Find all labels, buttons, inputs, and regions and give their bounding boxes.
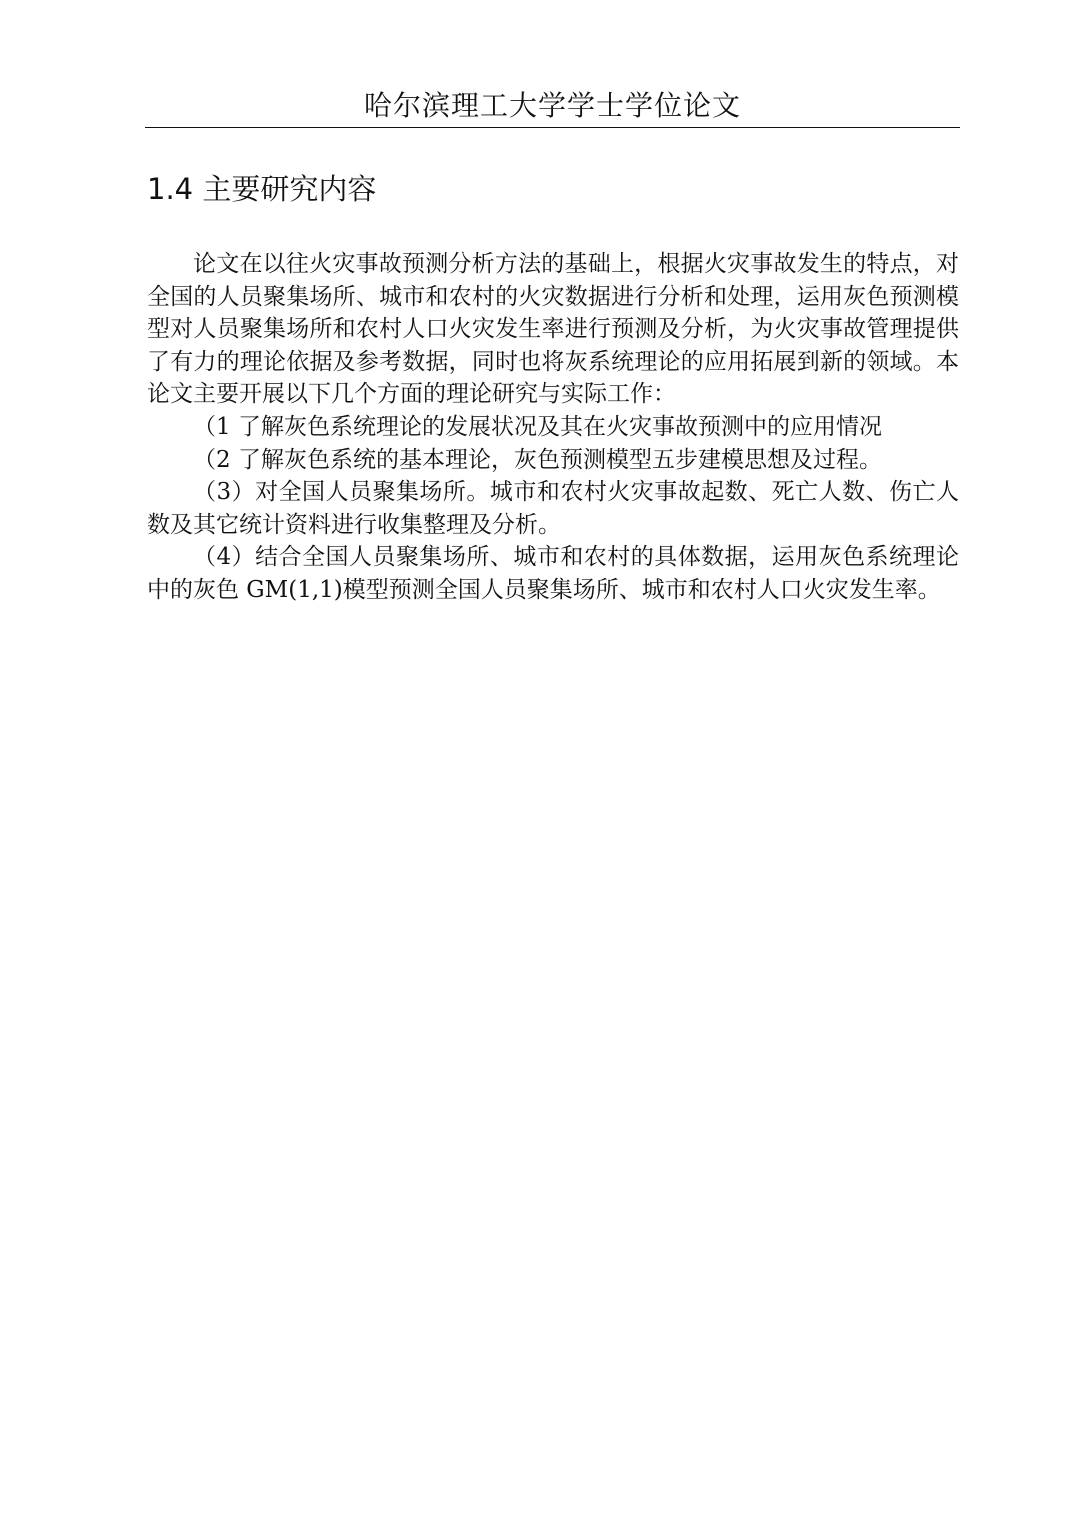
intro-paragraph: 论文在以往火灾事故预测分析方法的基础上，根据火灾事故发生的特点，对全国的人员聚集场所、城市和农村的火灾数据进行分析和处理，运用灰色预测模型对人员聚集场所和农村人口火灾发生率进行预测及分析，为火灾事故管理提供了有力的理论依据及参考数据，同时也将灰系统理论的应用拓展到新的领域。本论文主要开展以下几个方面的理论研究与实际工作：	[147, 251, 959, 408]
body-text	[147, 248, 959, 607]
item-4-paragraph: （4）结合全国人员聚集场所、城市和农村的具体数据，运用灰色系统理论中的灰色 GM(1,1)模型预测全国人员聚集场所、城市和农村人口火灾发生率。	[147, 544, 959, 603]
section-heading: 1.4 主要研究内容	[147, 172, 377, 206]
page-header-title: 哈尔滨理工大学学士学位论文	[363, 89, 741, 122]
header-divider	[145, 127, 960, 128]
item-2-paragraph: （2 了解灰色系统的基本理论，灰色预测模型五步建模思想及过程。	[193, 446, 882, 473]
item-1-paragraph: （1 了解灰色系统理论的发展状况及其在火灾事故预测中的应用情况	[193, 413, 882, 440]
item-3-paragraph: （3）对全国人员聚集场所。城市和农村火灾事故起数、死亡人数、伤亡人数及其它统计资料进行收集整理及分析。	[147, 479, 959, 538]
